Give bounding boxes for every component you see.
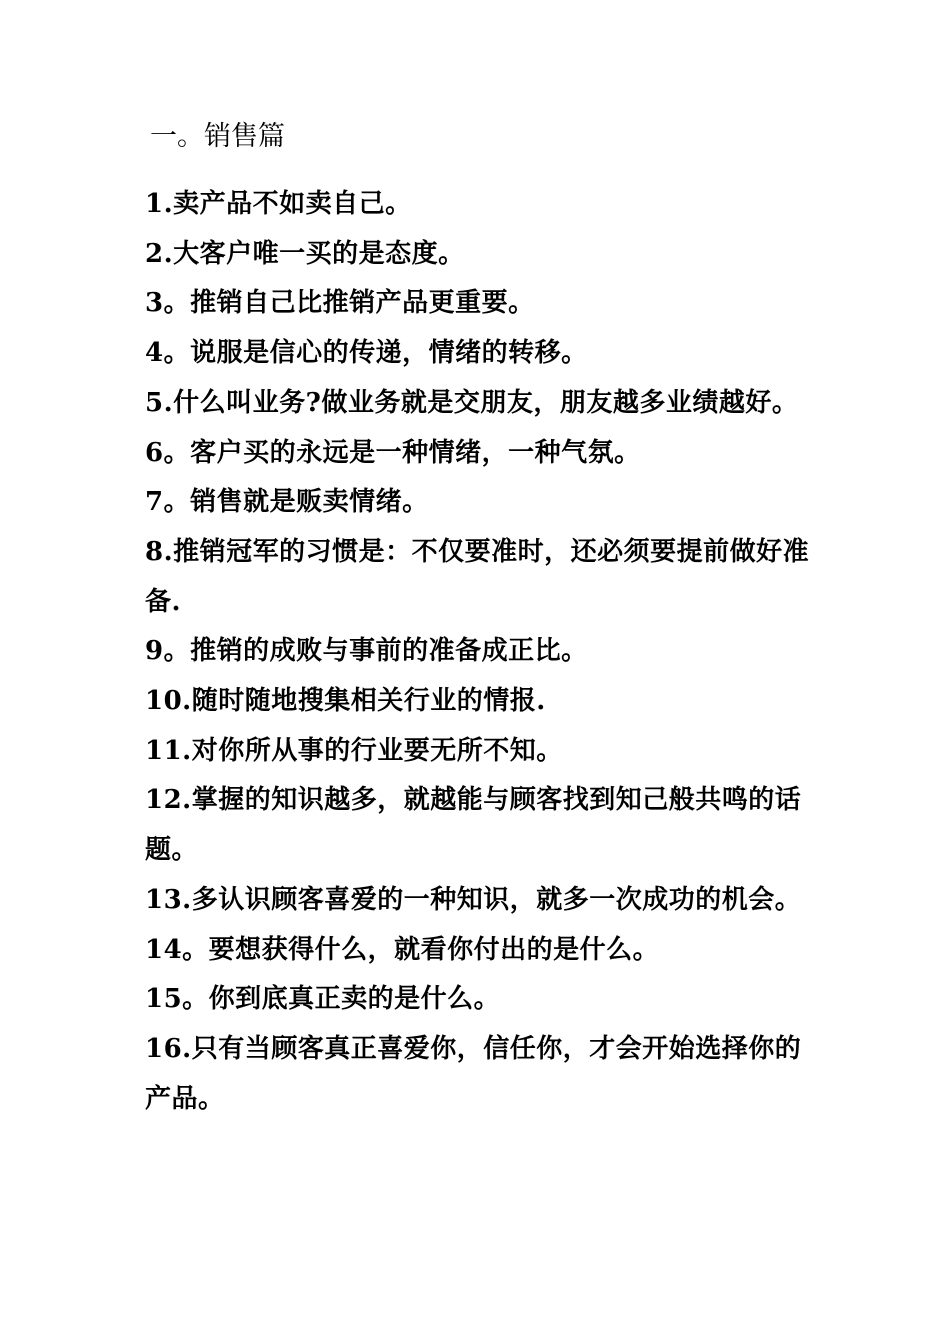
list-item: 6。客户买的永远是一种情绪，一种气氛。 [145,437,641,468]
list-item: 14。要想获得什么，就看你付出的是什么。 [145,934,660,965]
list-item: 10.随时随地搜集相关行业的情报. [145,686,546,717]
list-item: 7。销售就是贩卖情绪。 [145,487,429,518]
list-item: 1.卖产品不如卖自己。 [145,189,412,219]
list-item: 2.大客户唯一买的是态度。 [145,238,465,269]
list-item: 9。推销的成败与事前的准备成正比。 [145,636,588,667]
section-heading: 一。销售篇 [150,121,285,152]
list-item: 8.推销冠军的习惯是：不仅要准时，还必须要提前做好准备. [145,536,810,617]
list-item: 15。你到底真正卖的是什么。 [145,984,501,1015]
list-item: 13.多认识顾客喜爱的一种知识，就多一次成功的机会。 [145,884,802,915]
list-item: 11.对你所从事的行业要无所不知。 [145,735,563,766]
list-item: 16.只有当顾客真正喜爱你，信任你，才会开始选择你的产品。 [145,1033,802,1114]
quote-list [145,180,815,1124]
list-item: 5.什么叫业务?做业务就是交朋友，朋友越多业绩越好。 [145,387,799,418]
list-item: 3。推销自己比推销产品更重要。 [145,288,535,319]
list-item: 4。说服是信心的传递，情绪的转移。 [145,338,588,369]
list-item: 12.掌握的知识越多，就越能与顾客找到知己般共鸣的话题。 [145,785,802,866]
